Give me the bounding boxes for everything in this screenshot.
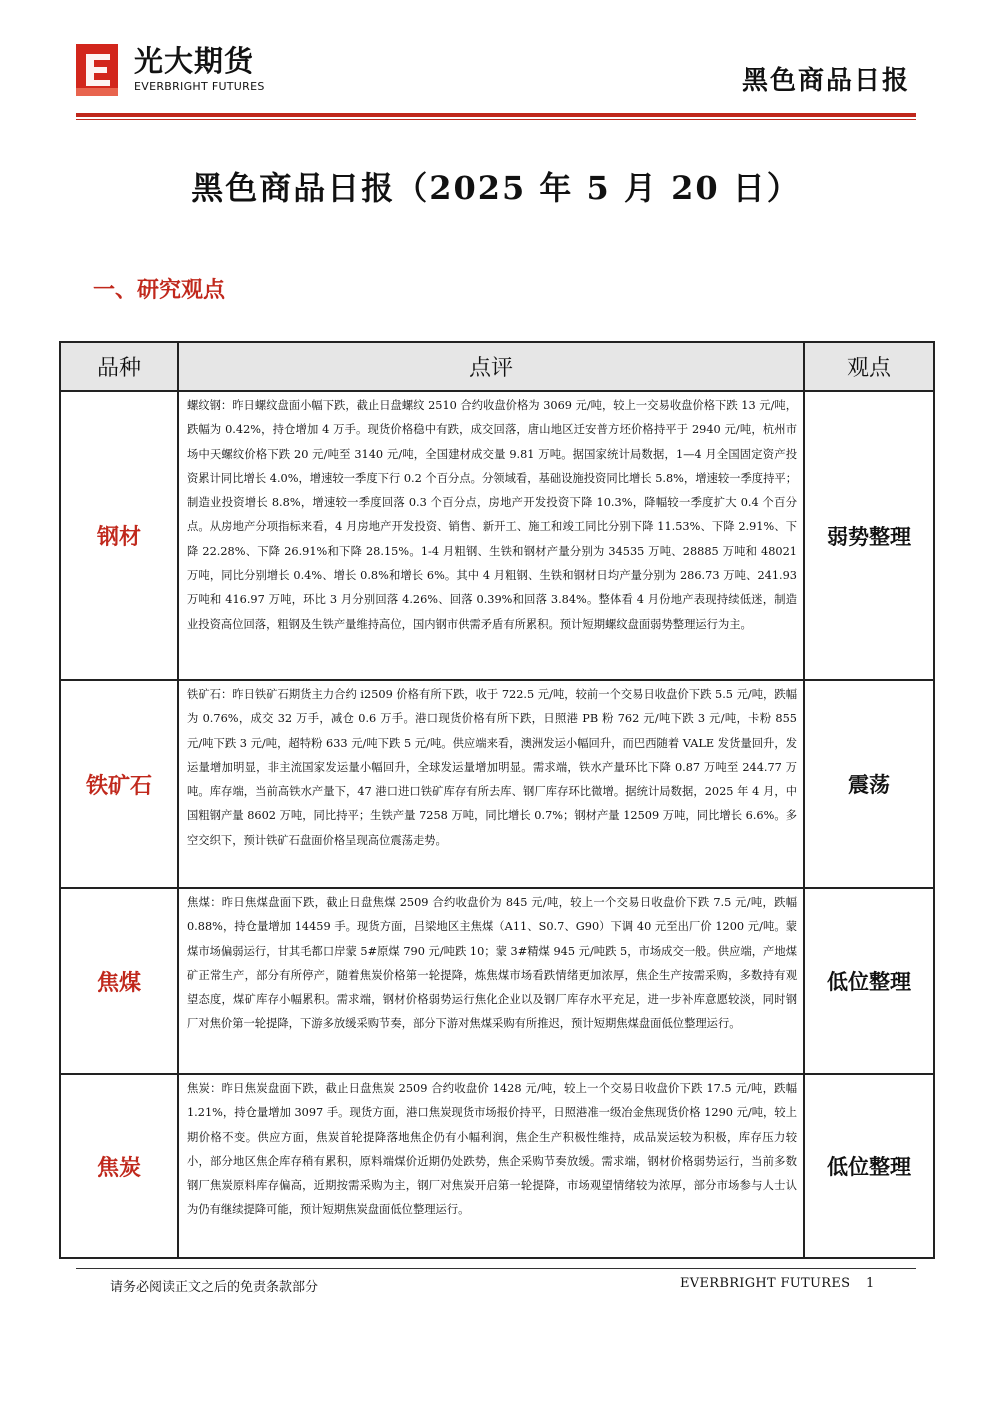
column-header-comment: 点评 xyxy=(178,342,804,391)
variety-cell: 焦煤 xyxy=(60,888,178,1074)
column-header-view: 观点 xyxy=(804,342,934,391)
view-cell: 弱势整理 xyxy=(804,391,934,680)
footer-company: EVERBRIGHT FUTURES xyxy=(680,1276,851,1291)
view-cell: 低位整理 xyxy=(804,1074,934,1258)
footer-disclaimer: 请务必阅读正文之后的免责条款部分 xyxy=(110,1280,319,1295)
comment-cell: 铁矿石：昨日铁矿石期货主力合约 i2509 价格有所下跌，收于 722.5 元/吨，较前一个交易日收盘价下跌 5.5 元/吨，跌幅为 0.76%，成交 32 万手，减仓 0.6 万手。港口现货价格有所下跌，日照港 PB 粉 762 元/吨下跌 3 元/吨，卡粉 855 元/吨下跌 3 元/吨，超特粉 633 元/吨下跌 5 元/吨。供应端来看，澳洲发运小幅回升，而巴西随着 VALE 发货量回升，发运量增加明显，非主流国家发运量小幅回升，全球发运量增加明显。需求端，铁水产量环比下降 0.87 万吨至 244.77 万吨。库存端，当前高铁水产量下，47 港口进口铁矿库存有所去库、钢厂库存环比微增。据统计局数据，2025 年 4 月，中国粗钢产量 8602 万吨，同比持平；生铁产量 7258 万吨，同比增长 0.7%；钢材产量 12509 万吨，同比增长 6.6%。多空交织下，预计铁矿石盘面价格呈现高位震荡走势。 xyxy=(178,680,804,888)
section-title: 一、研究观点 xyxy=(93,277,226,303)
table-row-iron-ore xyxy=(60,680,934,888)
page-header xyxy=(0,0,992,130)
header-divider-thin xyxy=(76,119,916,120)
view-cell: 震荡 xyxy=(804,680,934,888)
table-header-row xyxy=(60,342,934,391)
table-row-coking-coal xyxy=(60,888,934,1074)
variety-cell: 焦炭 xyxy=(60,1074,178,1258)
view-cell: 低位整理 xyxy=(804,888,934,1074)
comment-cell: 焦煤：昨日焦煤盘面下跌，截止日盘焦煤 2509 合约收盘价为 845 元/吨，较上一个交易日收盘价下跌 7.5 元/吨，跌幅 0.88%，持仓量增加 14459 手。现货方面，吕梁地区主焦煤（A11、S0.7、G90）下调 40 元至出厂价 1200 元/吨。蒙煤市场偏弱运行，甘其毛都口岸蒙 5#原煤 790 元/吨跌 10；蒙 3#精煤 945 元/吨跌 5，市场成交一般。供应端，产地煤矿正常生产，部分有所停产，随着焦炭价格第一轮提降，炼焦煤市场看跌情绪更加浓厚，焦企生产按需采购，多数持有观望态度，煤矿库存小幅累积。需求端，钢材价格弱势运行焦化企业以及钢厂库存水平充足，进一步补库意愿较淡，同时钢厂对焦价第一轮提降，下游多放缓采购节奏，部分下游对焦煤采购有所推迟，预计短期焦煤盘面低位整理运行。 xyxy=(178,888,804,1074)
everbright-logo-icon xyxy=(76,44,118,96)
comment-cell: 焦炭：昨日焦炭盘面下跌，截止日盘焦炭 2509 合约收盘价 1428 元/吨，较上一个交易日收盘价下跌 17.5 元/吨，跌幅 1.21%，持仓量增加 3097 手。现货方面，港口焦炭现货市场报价持平，日照港准一级冶金焦现货价格 1290 元/吨，较上期价格不变。供应方面，焦炭首轮提降落地焦企仍有小幅利润，焦企生产积极性维持，成品炭运较为积极，库存压力较小，部分地区焦企库存稍有累积，原料端煤价近期仍处跌势，焦企采购节奏放缓。需求端，钢材价格弱势运行，当前多数钢厂焦炭原料库存偏高，近期按需采购为主，钢厂对焦炭开启第一轮提降，市场观望情绪较为浓厚，部分市场参与人士认为仍有继续提降可能，预计短期焦炭盘面低位整理运行。 xyxy=(178,1074,804,1258)
variety-cell: 铁矿石 xyxy=(60,680,178,888)
column-header-variety: 品种 xyxy=(60,342,178,391)
page-number: 1 xyxy=(866,1276,875,1291)
table-row-steel xyxy=(60,391,934,680)
logo-english-name: EVERBRIGHT FUTURES xyxy=(134,80,265,93)
comment-cell: 螺纹钢：昨日螺纹盘面小幅下跌，截止日盘螺纹 2510 合约收盘价格为 3069 元/吨，较上一交易收盘价格下跌 13 元/吨，跌幅为 0.42%，持仓增加 4 万手。现货价格稳中有跌，成交回落，唐山地区迁安普方坯价格持平于 2940 元/吨，杭州市场中天螺纹价格下跌 20 元/吨至 3140 元/吨，全国建材成交量 9.81 万吨。据国家统计局数据，1—4 月全国固定资产投资累计同比增长 4.0%，增速较一季度下行 0.2 个百分点。分领域看，基础设施投资同比增长 5.8%，增速较一季度持平；制造业投资增长 8.8%，增速较一季度回落 0.3 个百分点，房地产开发投资下降 10.3%，降幅较一季度扩大 0.4 个百分点。从房地产分项指标来看，4 月房地产开发投资、销售、新开工、施工和竣工同比分别下降 11.53%、下降 2.91%、下降 22.28%、下降 26.91%和下降 28.15%。1-4 月粗钢、生铁和钢材产量分别为 34535 万吨、28885 万吨和 48021 万吨，同比分别增长 0.4%、增长 0.8%和增长 6%。其中 4 月粗钢、生铁和钢材日均产量分别为 286.73 万吨、241.93 万吨和 416.97 万吨，环比 3 月分别回落 4.26%、回落 0.39%和回落 3.84%。整体看 4 月份地产表现持续低迷，制造业投资高位回落，粗钢及生铁产量维持高位，国内钢市供需矛盾有所累积。预计短期螺纹盘面弱势整理运行为主。 xyxy=(178,391,804,680)
variety-cell: 钢材 xyxy=(60,391,178,680)
header-report-title: 黑色商品日报 xyxy=(741,66,910,96)
header-divider xyxy=(76,113,916,117)
table-row-coke xyxy=(60,1074,934,1258)
logo-chinese-name: 光大期货 xyxy=(134,44,255,78)
research-view-table xyxy=(59,341,935,1259)
document-title: 黑色商品日报（2025 年 5 月 20 日） xyxy=(191,169,801,207)
footer-divider xyxy=(76,1268,916,1269)
